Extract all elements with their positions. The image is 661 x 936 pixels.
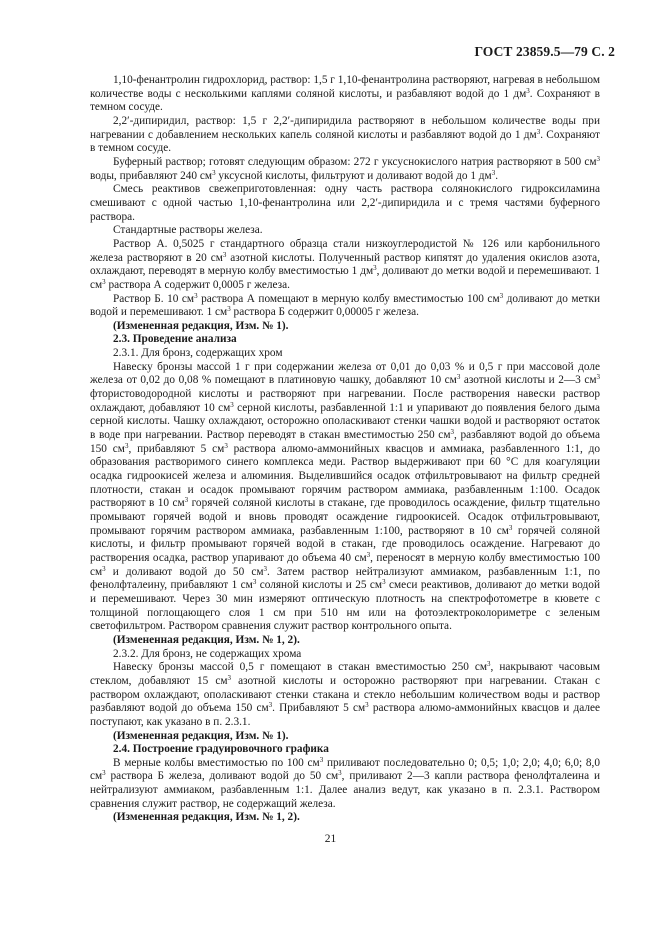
document-header: ГОСТ 23859.5—79 С. 2 (474, 44, 615, 59)
bold-paragraph: 2.4. Построение градуировочного графика (113, 743, 329, 756)
paragraph: 2.3.1. Для бронз, содержащих хром (113, 347, 283, 360)
paragraph: Буферный раствор; готовят следующим образом: 272 г уксуснокислого натрия растворяют в 500 $см^3$ воды, прибавляют 240 $см^3$ уксусной кислоты, фильтруют и доливают водой до 1 $дм^3$. (90, 154, 600, 182)
bold-paragraph: (Измененная редакция, Изм. № 1). (113, 319, 289, 332)
paragraph: Смесь реактивов свежеприготовленная: одну часть раствора солянокислого гидроксиламина смешивают с одной частью 1,10-фенантролина или 2,2′-дипиридила и с тремя частями буферного раствора. (90, 183, 600, 223)
bold-paragraph: (Измененная редакция, Изм. № 1, 2). (113, 633, 300, 646)
bold-paragraph: 2.3. Проведение анализа (113, 333, 237, 346)
paragraph: Навеску бронзы массой 1 г при содержании железа от 0,01 до 0,03 % и 0,5 г при массовой доле железа от 0,02 до 0,08 % помещают в платиновую чашку, добавляют 10 $см^3$ азотной кислоты и 2—3 $см^3$ фтористоводородной кислоты и растворяют при нагревании. После растворения навески раствор охлаждают, добавляют 10 $см^3$ серной кислоты, разбавленной 1:1 и упаривают до появления белого дыма серной кислоты. Чашку охлаждают, осторожно ополаскивают стенки чашки водой и растворяют остаток в воде при нагревании. Раствор переводят в стакан вместимостью 250 $см^3$, разбавляют водой до объема 150 $см^3$, прибавляют 5 $см^3$ раствора алюмо-аммонийных квасцов и аммиака, разбавленного 1:1, до образования растворимого синего комплекса меди. Раствор выдерживают при 60 °С для коагуляции осадка гидроокисей железа и алюминия. Выделившийся осадок отфильтровывают на фильтр средней плотности, стакан и осадок промывают горячим раствором аммиака, разбавленным 1:100. Осадок растворяют в 10 $см^3$ горячей соляной кислоты в стакане, где проводилось осаждение, фильтр тщательно промывают горячей водой и вновь проводят осаждение гидроокисей. Осадок отфильтровывают, промывают горячим раствором аммиака, разбавленным 1:100, растворяют в 10 $см^3$ горячей соляной кислоты, и фильтр промывают горячей водой в стакан, где проводилось осаждение. Нагревают до растворения осадка, раствор упаривают до объема 40 $см^3$, переносят в мерную колбу вместимостью 100 $см^3$ и доливают водой до 50 $см^3$. Затем раствор нейтрализуют аммиаком, разбавленным 1:1, по фенолфталеину, прибавляют 1 $см^3$ соляной кислоты и 25 $см^3$ смеси реактивов, доливают до метки водой и перемешивают. Через 30 мин измеряют оптическую плотность на спектрофотометре в кювете с толщиной поглощающего слоя 1 см при 510 нм или на фотоэлектроколориметре с зеленым светофильтром. Раствором сравнения служит раствор контрольного опыта. (90, 360, 601, 633)
paragraph: В мерные колбы вместимостью по 100 $см^3$ приливают последовательно 0; 0,5; 1,0; 2,0; 4,0; 6,0; 8,0 $см^3$ раствора Б железа, доливают водой до 50 $см^3$, приливают 2—3 капли раствора фенолфталеина и нейтрализуют аммиаком, разбавленным 1:1. Далее анализ ведут, как указано в п. 2.3.1. Раствором сравнения служит раствор, не содержащий железа. (90, 755, 600, 810)
paragraph: Стандартные растворы железа. (113, 224, 263, 237)
paragraph: 2,2′-дипиридил, раствор: 1,5 г 2,2′-дипиридила растворяют в небольшом количестве воды при нагревании с добавлением нескольких капель соляной кислоты и разбавляют водой до 1 $дм^3$. Сохраняют в темном сосуде. (90, 114, 600, 155)
paragraph: Раствор А. 0,5025 г стандартного образца стали низкоуглеродистой № 126 или карбонильного железа растворяют в 20 $см^3$ азотной кислоты. Полученный раствор кипятят до удаления окислов азота, охлаждают, переводят в мерную колбу вместимостью 1 $дм^3$, доливают до метки водой и перемешивают. 1 $см^3$ раствора А содержит 0,0005 г железа. (90, 237, 601, 291)
document-body (90, 74, 600, 825)
paragraph: 1,10-фенантролин гидрохлорид, раствор: 1,5 г 1,10-фенантролина растворяют, нагревая в небольшом количестве воды с несколькими каплями соляной кислоты, и разбавляют водой до 1 $дм^3$. Сохраняют в темном сосуде. (90, 74, 601, 114)
bold-paragraph: (Измененная редакция, Изм. № 1). (113, 729, 289, 742)
paragraph: Навеску бронзы массой 0,5 г помещают в стакан вместимостью 250 $см^3$, накрывают часовым стеклом, добавляют 15 $см^3$ азотной кислоты и осторожно растворяют при нагревании. Стакан с раствором охлаждают, ополаскивают стенки стакана и стекло небольшим количеством воды и раствор разбавляют водой до объема 150 $см^3$. Прибавляют 5 $см^3$ раствора алюмо-аммонийных квасцов и далее поступают, как указано в п. 2.3.1. (90, 660, 600, 728)
paragraph: 2.3.2. Для бронз, не содержащих хрома (113, 647, 302, 660)
bold-paragraph: (Измененная редакция, Изм. № 1, 2). (113, 811, 300, 824)
page-number: 21 (324, 833, 337, 845)
paragraph: Раствор Б. 10 $см^3$ раствора А помещают в мерную колбу вместимостью 100 $см^3$ доливают до метки водой и перемешивают. 1 $см^3$ раствора Б содержит 0,00005 г железа. (90, 291, 600, 319)
